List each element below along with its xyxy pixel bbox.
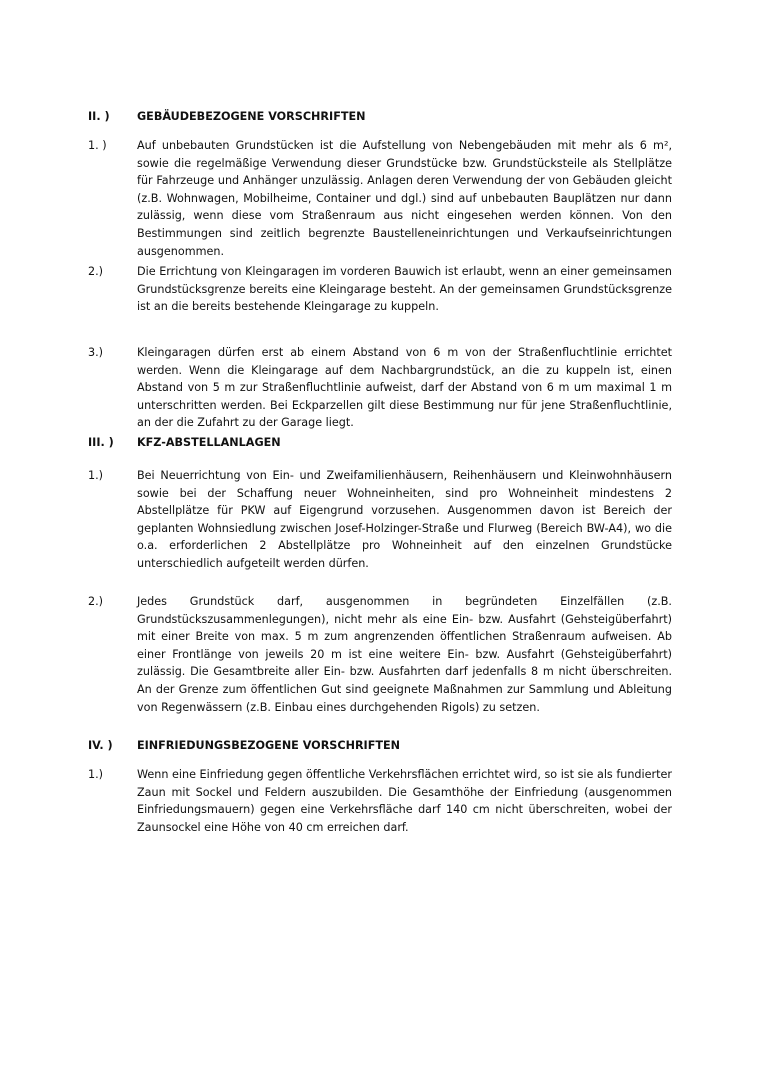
section-number: III. ) (88, 436, 114, 449)
section-number: II. ) (88, 110, 110, 123)
paragraph-text: Kleingaragen dürfen erst ab einem Abstand von 6 m von der Straßenfluchtlinie errichtet werden. Wenn die Kleingarage auf dem Nachbargrundstück, an die zu kuppeln ist, einen Abstand von 5 m zur Straßenfluchtlinie aufweist, darf der Abstand von 6 m um maximal 1 m unterschritten werden. Bei Eckparzellen gilt diese Bestimmung nur für jene Straßenfluchtlinie, an der die Zufahrt zu der Garage liegt. (137, 346, 672, 430)
paragraph-text: Jedes Grundstück darf, ausgenommen in begründeten Einzelfällen (z.B. Grundstückszusammenlegungen), nicht mehr als eine Ein- bzw. Ausfahrt (Gehsteigüberfahrt) mit einer Breite von max. 5 m zum angrenzenden öffentlichen Straßenraum aufweisen. Ab einer Frontlänge von jeweils 20 m ist eine weitere Ein- bzw. Ausfahrt (Gehsteigüberfahrt) zulässig. Die Gesamtbreite aller Ein- bzw. Ausfahrten darf jedenfalls 8 m nicht überschreiten. An der Grenze zum öffentlichen Gut sind geeignete Maßnahmen zur Sammlung und Ableitung von Regenwässern (z.B. Einbau eines durchgehenden Rigols) zu setzen. (137, 595, 672, 714)
paragraph-text: Bei Neuerrichtung von Ein- und Zweifamilienhäusern, Reihenhäusern und Kleinwohnhäusern sowie bei der Schaffung neuer Wohneinheiten, sind pro Wohneinheit mindestens 2 Abstellplätze für PKW auf Eigengrund vorzusehen. Ausgenommen davon ist Bereich der geplanten Wohnsiedlung zwischen Josef-Holzinger-Straße und Flurweg (Bereich BW-A4), wo die o.a. erforderlichen 2 Abstellplätze pro Wohneinheit auf den einzelnen Grundstücke unterschiedlich aufgeteilt werden dürfen. (137, 469, 672, 570)
paragraph-number: 2.) (88, 265, 104, 278)
section-number: IV. ) (88, 739, 113, 752)
paragraph-text: Die Errichtung von Kleingaragen im vorderen Bauwich ist erlaubt, wenn an einer gemeinsamen Grundstücksgrenze bereits eine Kleingarage besteht. An der gemeinsamen Grundstücksgrenze ist an die bereits bestehende Kleingarage zu kuppeln. (137, 265, 672, 314)
paragraph-number: 1. ) (88, 139, 107, 152)
section-title: KFZ-ABSTELLANLAGEN (137, 436, 281, 449)
paragraph-number: 2.) (88, 595, 104, 608)
paragraph-number: 1.) (88, 768, 104, 781)
section-title: EINFRIEDUNGSBEZOGENE VORSCHRIFTEN (137, 739, 400, 752)
paragraph-number: 1.) (88, 469, 104, 482)
paragraph-number: 3.) (88, 346, 104, 359)
paragraph-text: Auf unbebauten Grundstücken ist die Aufstellung von Nebengebäuden mit mehr als 6 m², sowie die regelmäßige Verwendung dieser Grundstücke bzw. Grundstücksteile als Stellplätze für Fahrzeuge und Anhänger unzulässig. Anlagen deren Verwendung der von Gebäuden gleicht (z.B. Wohnwagen, Mobilheime, Container und dgl.) sind auf unbebauten Bauplätzen nur dann zulässig, wenn diese vom Straßenraum aus nicht eingesehen werden können. Von den Bestimmungen sind zeitlich begrenzte Baustelleneinrichtungen und Verkaufseinrichtungen ausgenommen. (137, 139, 672, 258)
paragraph-text: Wenn eine Einfriedung gegen öffentliche Verkehrsflächen errichtet wird, so ist sie als fundierter Zaun mit Sockel und Feldern auszubilden. Die Gesamthöhe der Einfriedung (ausgenommen Einfriedungsmauern) gegen eine Verkehrsfläche darf 140 cm nicht überschreiten, wobei der Zaunsockel eine Höhe von 40 cm erreichen darf. (137, 768, 672, 834)
section-title: GEBÄUDEBEZOGENE VORSCHRIFTEN (137, 110, 366, 123)
